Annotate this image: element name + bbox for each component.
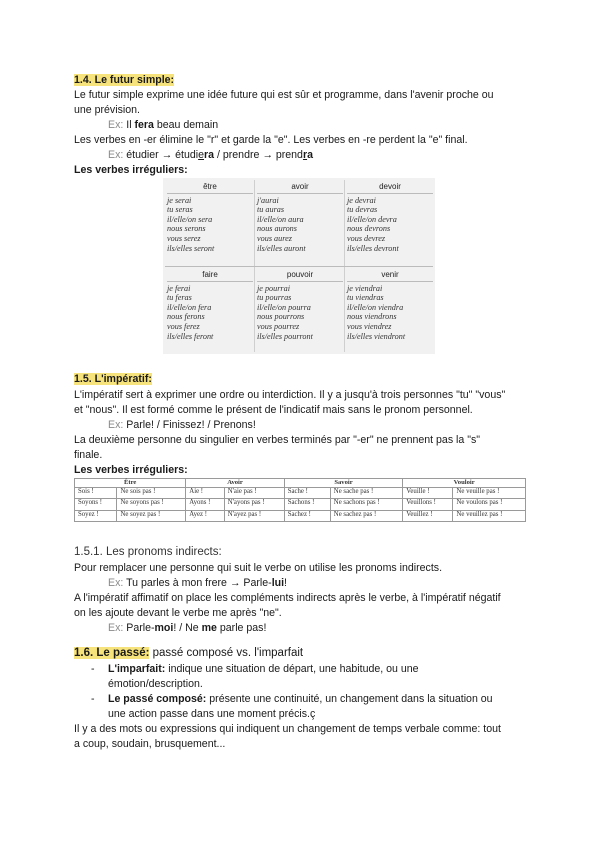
conj-form: nous pourrons [257,312,305,322]
conj-cell [347,270,433,341]
conj-form: je ferai [167,283,191,293]
table-cell: N'aie pas ! [224,488,284,499]
table-cell: N'ayez pas ! [224,510,284,521]
paragraph-line: on les ajoute devant le verbe me après "ne". [74,607,282,619]
irregular-verbs-heading: Les verbes irréguliers: [74,464,188,476]
verb-header: venir [347,270,433,282]
bullet-text: une action passe dans une moment précis.ç [108,708,316,720]
conj-form: il/elle/on pourra [257,302,311,312]
verb-header: devoir [347,182,433,194]
section-1-4-title: 1.4. Le futur simple: [74,74,175,86]
table-header: Savoir [284,479,403,488]
table-row [75,499,526,510]
table-cell: Veuillez ! [403,510,453,521]
table-cell: Ne veuillez pas ! [453,510,526,521]
conj-form: ils/elles seront [167,243,215,253]
section-1-6-title: 1.6. Le passé: passé composé vs. l'imparfait [74,647,304,659]
conj-form: ils/elles pourront [257,331,313,341]
conj-form: vous pourrez [257,321,300,331]
bullet-text: L'imparfait: indique une situation de départ, une habitude, ou une [108,663,419,675]
conj-form: je devrai [347,195,376,205]
conj-form: nous devrons [347,224,391,234]
table-header: Être [75,479,186,488]
paragraph-line: finale. [74,449,103,461]
conj-form: vous devrez [347,233,386,243]
example-line: Ex: étudier → étudiera / prendre → prendra [108,149,313,161]
verb-header: faire [167,270,253,282]
bullet-text: Le passé composé: présente une continuité, un changement dans la situation ou [108,693,493,705]
table-cell: Ne sache pas ! [330,488,402,499]
table-cell: Veuillons ! [403,499,453,510]
conj-form: nous serons [167,224,206,234]
table-cell: Ayons ! [186,499,225,510]
conj-form: tu viendras [347,293,384,303]
futur-conjugation-table [163,178,435,354]
conj-form: nous ferons [167,312,205,322]
bullet-dash: - [91,663,95,675]
conj-form: nous viendrons [347,312,397,322]
verb-header: être [167,182,253,194]
example-line: Ex: Parle-moi! / Ne me parle pas! [108,622,267,634]
table-header: Avoir [186,479,284,488]
conj-form: il/elle/on sera [167,214,213,224]
table-cell: Aie ! [186,488,225,499]
conj-form: il/elle/on fera [167,302,212,312]
conj-form: il/elle/on devra [347,214,397,224]
table-cell: Sois ! [75,488,117,499]
conj-form: vous serez [167,233,201,243]
section-1-5-title: 1.5. L'impératif: [74,373,152,385]
table-row [75,510,526,521]
paragraph-line: Les verbes en -er élimine le "r" et garde la "e". Les verbes en -re perdent la "e" final. [74,134,468,146]
table-cell: Ne sois pas ! [117,488,186,499]
table-cell: Ne soyons pas ! [117,499,186,510]
verb-header: pouvoir [257,270,343,282]
table-cell: Soyez ! [75,510,117,521]
table-cell: Ne veuille pas ! [453,488,526,499]
table-row [75,488,526,499]
table-cell: Sachez ! [284,510,330,521]
conj-cell [167,182,253,253]
irregular-verbs-heading: Les verbes irréguliers: [74,164,188,176]
table-cell: Soyons ! [75,499,117,510]
conj-form: tu seras [167,205,193,215]
conj-form: vous ferez [167,321,200,331]
paragraph-line: Il y a des mots ou expressions qui indiquent un changement de temps verbale comme: tout [74,723,501,735]
bullet-dash: - [91,693,95,705]
conj-form: tu feras [167,293,192,303]
example-line: Ex: Parle! / Finissez! / Prenons! [108,419,256,431]
conj-form: vous aurez [257,233,292,243]
example-line: Ex: Il fera beau demain [108,119,219,131]
table-cell: Ayez ! [186,510,225,521]
table-cell: Ne soyez pas ! [117,510,186,521]
conj-form: il/elle/on aura [257,214,304,224]
example-line: Ex: Tu parles à mon frere → Parle-lui! [108,577,287,589]
paragraph-line: et "nous". Il est formé comme le présent de l'indicatif mais sans le pronom personnel. [74,404,473,416]
table-cell: Veuille ! [403,488,453,499]
conj-form: tu devras [347,205,378,215]
conj-form: je viendrai [347,283,383,293]
paragraph-line: L'impératif sert à exprimer une ordre ou interdiction. Il y a jusqu'à trois personnes "tu" "vous" [74,389,506,401]
conj-cell [347,182,433,253]
table-header: Vouloir [403,479,526,488]
table-cell: Ne sachez pas ! [330,510,402,521]
conj-form: ils/elles feront [167,331,214,341]
verb-header: avoir [257,182,343,194]
conj-cell [257,270,343,341]
table-cell: Ne sachons pas ! [330,499,402,510]
table-cell: Sachons ! [284,499,330,510]
conj-form: ils/elles auront [257,243,306,253]
conj-form: tu auras [257,205,285,215]
row-divider [165,266,433,267]
paragraph-line: La deuxième personne du singulier en verbes terminés par "-er" ne prennent pas la "s" [74,434,481,446]
conj-form: j'aurai [257,195,279,205]
paragraph-line: a coup, soudain, brusquement... [74,738,226,750]
conj-cell [257,182,343,253]
bullet-text: émotion/description. [108,678,203,690]
paragraph-line: une prévision. [74,104,140,116]
paragraph-line: A l'impératif affimatif on place les compléments indirects après le verbe, à l'impératif négatif [74,592,501,604]
table-cell: N'ayons pas ! [224,499,284,510]
table-header-row [75,479,526,488]
table-cell: Ne voulons pas ! [453,499,526,510]
conj-form: ils/elles viendront [347,331,406,341]
conj-form: je pourrai [257,283,290,293]
conj-form: je serai [167,195,192,205]
conj-form: nous aurons [257,224,297,234]
conj-cell [167,270,253,341]
conj-form: vous viendrez [347,321,392,331]
section-1-5-1-title: 1.5.1. Les pronoms indirects: [74,546,222,558]
conj-form: il/elle/on viendra [347,302,404,312]
imperative-table [74,478,526,522]
table-cell: Sache ! [284,488,330,499]
conj-form: tu pourras [257,293,292,303]
paragraph-line: Le futur simple exprime une idée future qui est sûr et programme, dans l'avenir proche ou [74,89,494,101]
paragraph-line: Pour remplacer une personne qui suit le verbe on utilise les pronoms indirects. [74,562,443,574]
conj-form: ils/elles devront [347,243,399,253]
